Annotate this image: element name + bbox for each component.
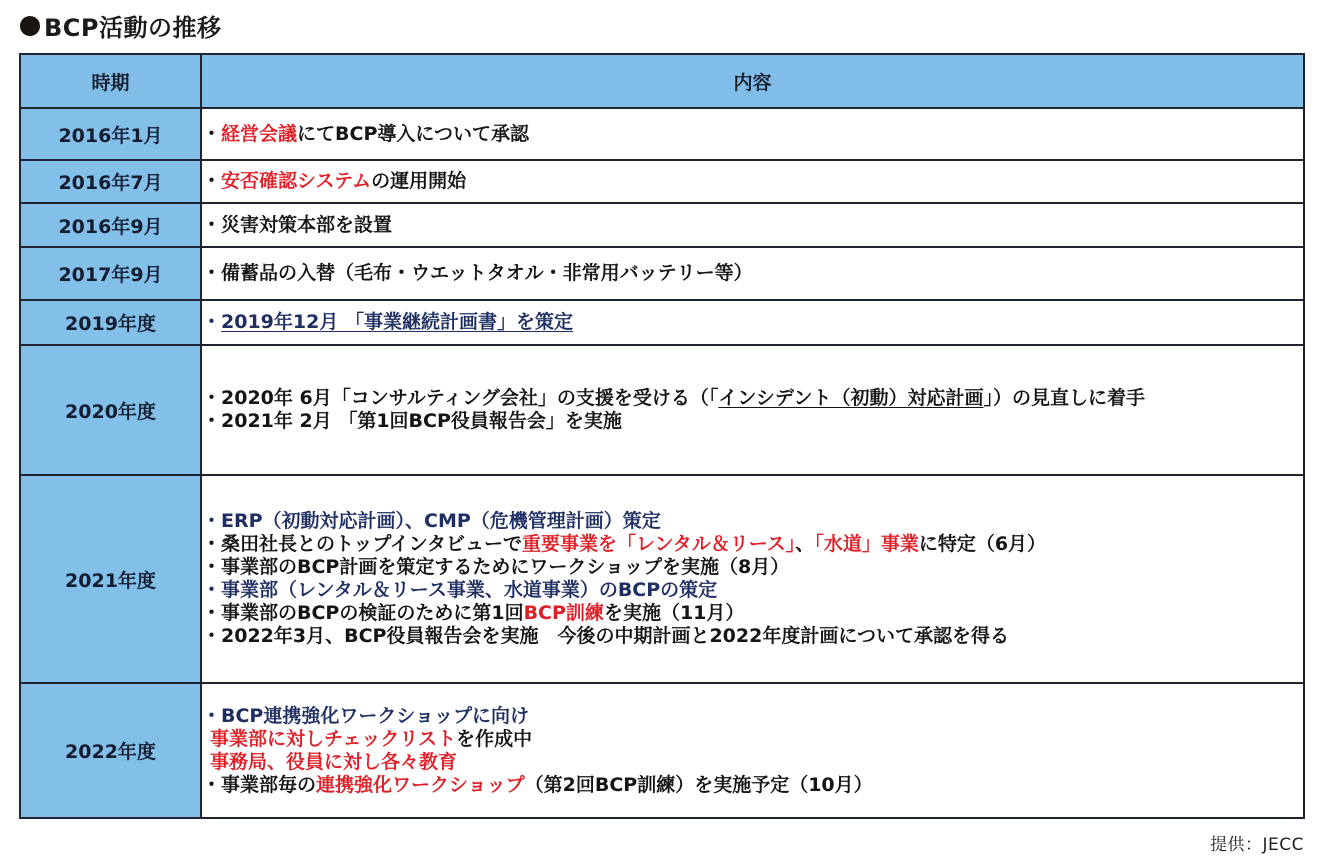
period-cell: 2022年度 — [20, 683, 201, 818]
table-row — [20, 345, 1304, 475]
content-text: 、 — [795, 533, 815, 555]
content-line — [202, 774, 1303, 797]
table-row — [20, 160, 1304, 203]
content-cell — [201, 203, 1304, 247]
content-line — [202, 510, 1303, 533]
content-line — [202, 533, 1303, 556]
content-text: ・BCP連携強化ワークショップに向け — [202, 704, 529, 727]
content-line — [202, 556, 1303, 579]
highlight-text: 「水道」事業 — [814, 533, 919, 555]
period-cell: 2021年度 — [20, 475, 201, 683]
highlight-text: 事務局、役員に対し各々教育 — [210, 750, 458, 773]
table-row — [20, 247, 1304, 300]
bullet-icon — [20, 16, 40, 36]
page-title-text: BCP活動の推移 — [44, 14, 222, 42]
content-cell — [201, 683, 1304, 818]
content-text: ・2022年3月、BCP役員報告会を実施 今後の中期計画と2022年度計画について承認を得る — [202, 625, 1009, 647]
content-cell — [201, 247, 1304, 300]
highlight-text: 安否確認システム — [221, 170, 372, 192]
content-text: ・事業部のBCPの検証のために第1回 — [202, 602, 524, 624]
highlight-text: 連携強化ワークショップ — [316, 773, 525, 796]
content-text: ・2020年 6月「コンサルティング会社」の支援を受ける（「 — [202, 387, 719, 409]
period-cell: 2016年9月 — [20, 203, 201, 247]
page-title — [20, 8, 222, 43]
content-line — [202, 728, 1303, 751]
content-line — [202, 625, 1303, 648]
highlight-text: 事業部に対しチェックリスト — [210, 727, 457, 750]
content-cell — [201, 475, 1304, 683]
content-line — [202, 170, 1303, 193]
content-line — [202, 410, 1303, 433]
content-line — [202, 387, 1303, 410]
content-cell — [201, 345, 1304, 475]
content-text: ・事業部のBCP計画を策定するためにワークショップを実施（8月） — [202, 556, 790, 578]
content-text: ・ERP（初動対応計画）、CMP（危機管理計画）策定 — [202, 510, 661, 532]
bcp-timeline-table — [19, 53, 1305, 819]
content-text: インシデント（初動）対応計画 — [718, 387, 984, 409]
header-content: 内容 — [201, 54, 1304, 108]
content-text: を作成中 — [456, 727, 533, 750]
content-text: ・備蓄品の入替（毛布・ウエットタオル・非常用バッテリー等） — [202, 262, 753, 284]
content-text: にてBCP導入について承認 — [297, 122, 530, 145]
content-text: 2019年12月 「事業継続計画書」を策定 — [221, 311, 573, 333]
period-cell: 2016年7月 — [20, 160, 201, 203]
content-text: ・2021年 2月 「第1回BCP役員報告会」を実施 — [202, 410, 622, 432]
content-line — [202, 311, 1303, 334]
content-line — [202, 602, 1303, 625]
header-period: 時期 — [20, 54, 201, 108]
content-text: ・ — [202, 122, 222, 145]
period-cell: 2019年度 — [20, 300, 201, 345]
table-row — [20, 300, 1304, 345]
table-header-row — [20, 54, 1304, 108]
highlight-text: 重要事業を「レンタル＆リース」 — [521, 533, 796, 555]
content-text: 」）の見直しに着手 — [983, 387, 1146, 409]
content-text: を実施（11月） — [603, 602, 745, 624]
content-text: に特定（6月） — [918, 533, 1047, 555]
content-line — [202, 262, 1303, 285]
content-cell — [201, 108, 1304, 160]
content-text: ・災害対策本部を設置 — [202, 213, 393, 236]
content-line — [202, 579, 1303, 602]
content-line — [202, 751, 1303, 774]
period-cell: 2016年1月 — [20, 108, 201, 160]
content-cell — [201, 300, 1304, 345]
content-cell — [201, 160, 1304, 203]
table-row — [20, 203, 1304, 247]
content-text: （第2回BCP訓練）を実施予定（10月） — [524, 773, 873, 796]
content-line — [202, 214, 1303, 237]
period-cell: 2017年9月 — [20, 247, 201, 300]
content-line — [202, 705, 1303, 728]
table-row — [20, 475, 1304, 683]
content-line — [202, 123, 1303, 146]
content-text: ・事業部（レンタル＆リース事業、水道事業）のBCPの策定 — [202, 579, 718, 601]
table-row — [20, 108, 1304, 160]
table-row — [20, 683, 1304, 818]
content-text: の運用開始 — [371, 170, 467, 192]
highlight-text: BCP訓練 — [523, 602, 604, 624]
content-text: ・ — [202, 170, 222, 192]
highlight-text: 経営会議 — [221, 122, 298, 145]
credit-text: 提供：JECC — [1210, 835, 1304, 855]
content-text: ・事業部毎の — [202, 773, 317, 796]
content-text: ・桑田社長とのトップインタビューで — [202, 533, 522, 555]
content-text: ・ — [202, 311, 222, 333]
period-cell: 2020年度 — [20, 345, 201, 475]
